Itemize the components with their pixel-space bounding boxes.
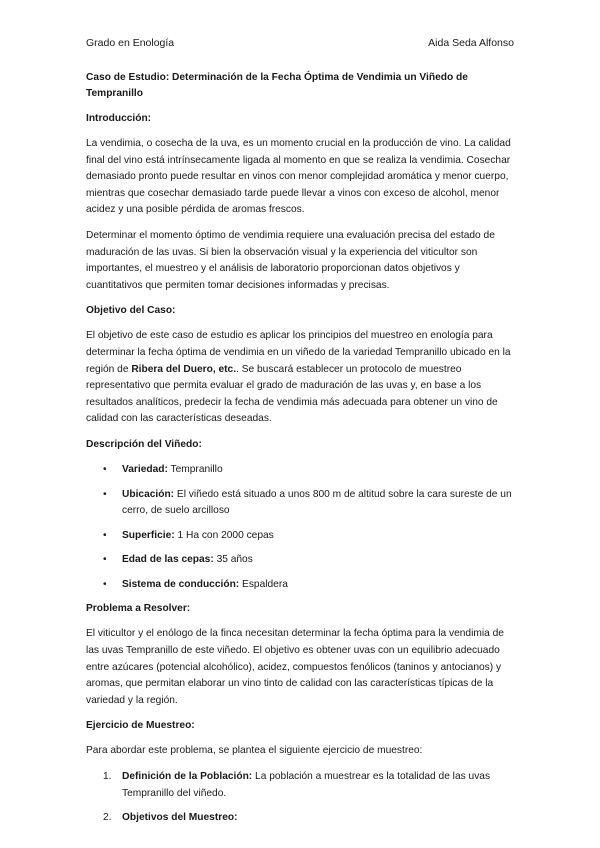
- bullet-icon: •: [103, 554, 107, 566]
- bullet-icon: •: [103, 578, 107, 590]
- item-label: Definición de la Población:: [122, 771, 253, 783]
- vineyard-heading: Descripción del Viñedo:: [86, 438, 202, 450]
- list-item: [86, 769, 516, 802]
- header-course: Grado en Enología: [86, 37, 175, 49]
- item-value: La población a muestrear es la totalidad de las uvas Tempranillo del viñedo.: [122, 771, 491, 799]
- intro-paragraph-2: Determinar el momento óptimo de vendimia requiere una evaluación precisa del estado de maduración de las uvas. Si bien la observación visual y la experiencia del viticultor son importantes, el muestreo y el análisis de laboratorio proporcionan datos objetivos y cuantitativos que permiten tomar decisiones informadas y precisas.: [86, 229, 495, 291]
- item-label: Objetivos del Muestreo:: [122, 812, 238, 824]
- objective-heading: Objetivo del Caso:: [86, 305, 176, 317]
- item-value: El viñedo está situado a unos 800 m de altitud sobre la cara sureste de un cerro, de suelo arcilloso: [122, 488, 512, 517]
- item-label: Superficie:: [122, 529, 175, 541]
- list-item: [86, 577, 516, 594]
- item-value: 1 Ha con 2000 cepas: [174, 529, 274, 541]
- list-item: [86, 528, 516, 545]
- item-label: Variedad:: [122, 463, 168, 475]
- objective-region: Ribera del Duero, etc.: [131, 363, 237, 375]
- problem-paragraph: El viticultor y el enólogo de la finca necesitan determinar la fecha óptima para la vendimia de las uvas Tempranillo de este viñedo. El objetivo es obtener uvas con un equilibrio adecuado entre azúcares (potencial alcohólico), acidez, compuestos fenólicos (taninos y antocianos) y aromas, que permitan elaborar un vino tinto de calidad con las características típicas de la variedad y la región.: [86, 628, 504, 706]
- bullet-icon: •: [103, 463, 107, 475]
- header-author: Aida Seda Alfonso: [428, 37, 514, 49]
- item-label: Edad de las cepas:: [122, 554, 214, 566]
- item-label: Sistema de conducción:: [122, 578, 240, 590]
- document-body: [86, 70, 516, 835]
- bullet-icon: •: [103, 529, 107, 541]
- list-item: [86, 487, 516, 520]
- problem-heading: Problema a Resolver:: [86, 603, 191, 615]
- list-item: [86, 552, 516, 569]
- item-label: Ubicación:: [122, 488, 175, 500]
- intro-heading: Introducción:: [86, 113, 152, 124]
- document-title: Caso de Estudio: Determinación de la Fecha Óptima de Vendimia un Viñedo de Tempranillo: [86, 72, 468, 99]
- list-item: [86, 810, 516, 827]
- exercise-heading: Ejercicio de Muestreo:: [86, 720, 195, 732]
- item-value: 35 años: [213, 554, 253, 566]
- item-number: 1.: [103, 771, 112, 783]
- bullet-icon: •: [103, 488, 107, 500]
- list-item: [86, 462, 516, 479]
- objective-paragraph: [86, 328, 516, 428]
- item-number: 2.: [103, 812, 112, 824]
- intro-paragraph-1: La vendimia, o cosecha de la uva, es un momento crucial en la producción de vino. La calidad final del vino está intrínsecamente ligada al momento en que se realiza la vendimia. Cosechar demasiado pronto puede resultar en vinos con menor complejidad aromática y menor cuerpo, mientras que cosechar demasiado tarde puede llevar a vinos con exceso de alcohol, menor acidez y una posible pérdida de aromas frescos.: [86, 138, 511, 216]
- vineyard-list: [86, 462, 516, 594]
- objective-text-b: . Se buscará establecer un protocolo de muestreo representativo que permita evaluar el grado de maduración de las uvas y, en base a los resultados analíticos, predecir la fecha de vendimia más adecuada para obtener un vino de calidad con las características deseadas.: [86, 363, 498, 425]
- objective-text-a: El objetivo de este caso de estudio es aplicar los principios del muestreo en enología para determinar la fecha óptima de vendimia en un viñedo de la variedad Tempranillo ubicado en la región de: [86, 330, 511, 375]
- item-value: Espaldera: [239, 578, 288, 590]
- exercise-paragraph: Para abordar este problema, se plantea el siguiente ejercicio de muestreo:: [86, 745, 423, 757]
- exercise-list: [86, 769, 516, 827]
- item-value: Tempranillo: [167, 463, 223, 475]
